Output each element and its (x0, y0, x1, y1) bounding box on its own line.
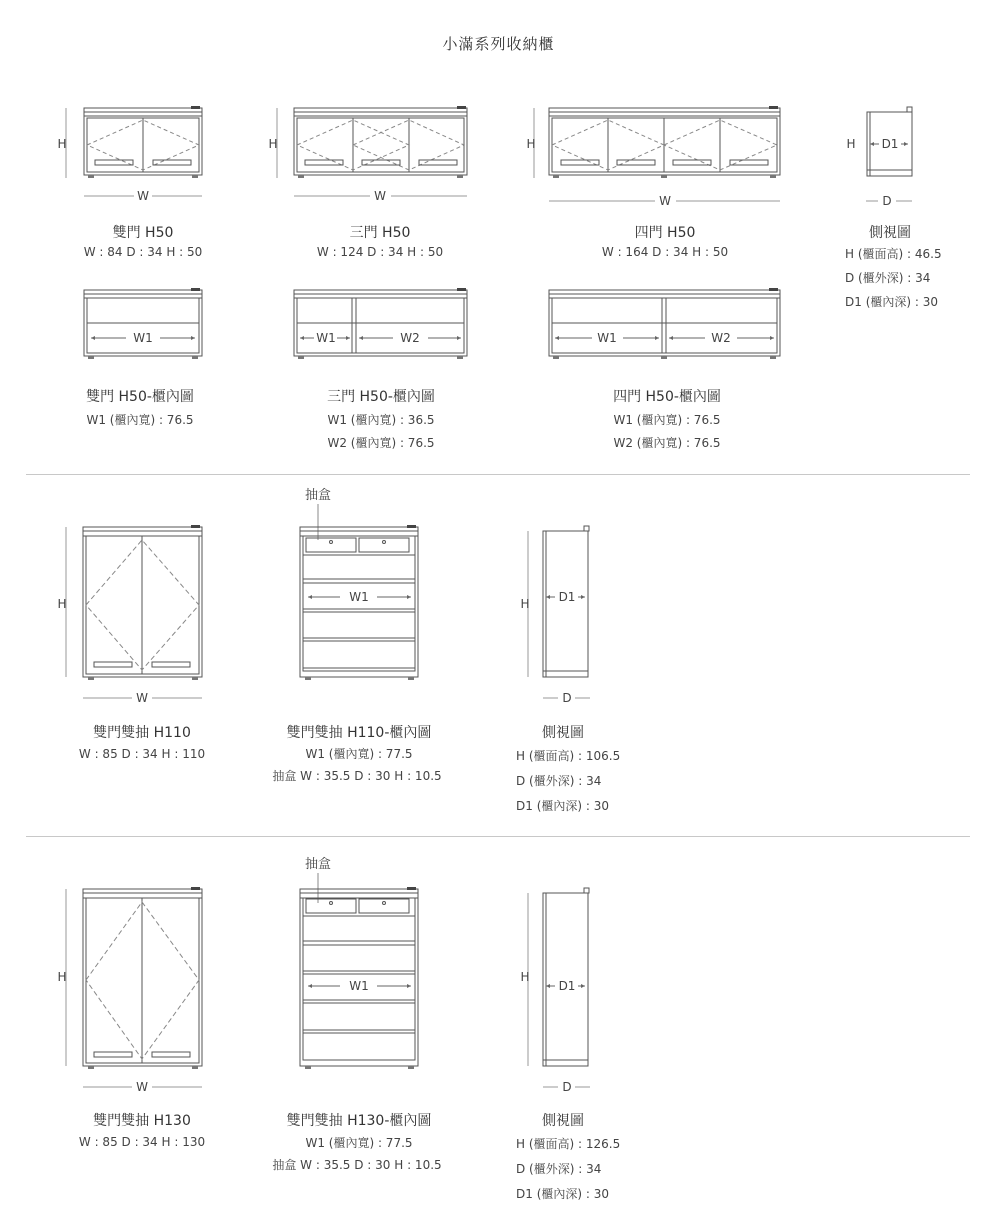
product-name: 三門 H50 (349, 225, 411, 241)
dim-w2: W2 (400, 331, 420, 345)
section-divider (26, 474, 970, 475)
product-spec: W2 (櫃內寬) : 76.5 (613, 436, 721, 450)
drawing-two-door-two-drawer-h130 (66, 887, 202, 1087)
product-spec: W : 84 D : 34 H : 50 (83, 245, 203, 259)
drawing-three-door-interior (294, 288, 467, 359)
dim-h: H (268, 137, 278, 151)
dim-w1: W1 (597, 331, 617, 345)
drawing-four-door-h50 (534, 106, 780, 201)
dim-d: D (562, 1080, 572, 1094)
product-name: 側視圖 (869, 225, 911, 241)
product-name: 雙門 H50-櫃內圖 (86, 389, 194, 405)
drawing-three-door-h50 (277, 106, 467, 196)
dim-d1: D1 (881, 137, 899, 151)
drawing-h110-side-view (528, 526, 590, 698)
product-spec: D1 (櫃內深) : 30 (516, 1187, 609, 1201)
product-spec: W : 85 D : 34 H : 110 (78, 747, 206, 761)
product-name: 雙門雙抽 H130 (93, 1113, 191, 1129)
dim-d: D (562, 691, 572, 705)
product-spec: H (櫃面高) : 106.5 (516, 749, 621, 763)
product-spec: D1 (櫃內深) : 30 (845, 295, 938, 309)
section-divider (26, 836, 970, 837)
dim-h: H (526, 137, 536, 151)
dim-w: W (659, 194, 671, 208)
product-name: 側視圖 (542, 725, 584, 741)
product-name: 三門 H50-櫃內圖 (327, 389, 435, 405)
product-name: 四門 H50-櫃內圖 (613, 389, 721, 405)
drawing-two-door-interior (84, 288, 202, 359)
dim-h: H (57, 597, 67, 611)
product-spec: H (櫃面高) : 46.5 (845, 247, 942, 261)
product-name: 雙門雙抽 H110 (93, 725, 191, 741)
dim-h: H (846, 137, 856, 151)
dimension-arrows (91, 142, 908, 988)
product-spec: W : 164 D : 34 H : 50 (601, 245, 729, 259)
product-spec: W : 85 D : 34 H : 130 (78, 1135, 206, 1149)
drawing-four-door-interior (549, 288, 780, 359)
dim-h: H (520, 970, 530, 984)
product-spec: W1 (櫃內寬) : 77.5 (305, 747, 413, 761)
product-spec: W1 (櫃內寬) : 76.5 (86, 413, 194, 427)
dim-h: H (57, 137, 67, 151)
dim-w1: W1 (316, 331, 336, 345)
product-name: 雙門雙抽 H110-櫃內圖 (286, 725, 432, 741)
product-spec: W1 (櫃內寬) : 76.5 (613, 413, 721, 427)
product-spec: 抽盒 W : 35.5 D : 30 H : 10.5 (272, 769, 442, 783)
dim-d1: D1 (558, 590, 576, 604)
dim-w: W (137, 189, 149, 203)
product-spec: W1 (櫃內寬) : 77.5 (305, 1136, 413, 1150)
drawing-two-door-two-drawer-h110 (66, 525, 202, 698)
drawing-two-door-h50 (66, 106, 202, 196)
product-spec: D (櫃外深) : 34 (516, 774, 602, 788)
drawer-box-label: 抽盒 (304, 488, 332, 503)
page-title: 小滿系列收納櫃 (442, 35, 555, 53)
dim-w: W (136, 1080, 148, 1094)
product-name: 側視圖 (542, 1113, 584, 1129)
product-spec: H (櫃面高) : 126.5 (516, 1137, 621, 1151)
product-spec: W2 (櫃內寬) : 76.5 (327, 436, 435, 450)
product-spec: W1 (櫃內寬) : 36.5 (327, 413, 435, 427)
dim-w: W (374, 189, 386, 203)
dim-w1: W1 (349, 590, 369, 604)
product-name: 雙門雙抽 H130-櫃內圖 (286, 1113, 432, 1129)
dim-w1: W1 (133, 331, 153, 345)
product-spec: D (櫃外深) : 34 (516, 1162, 602, 1176)
dimension-labels (57, 137, 898, 1094)
dim-d: D (882, 194, 892, 208)
drawing-side-view-h50 (866, 107, 912, 201)
product-name: 雙門 H50 (112, 225, 174, 241)
dim-w: W (136, 691, 148, 705)
dim-h: H (520, 597, 530, 611)
drawer-box-label: 抽盒 (304, 857, 332, 872)
product-name: 四門 H50 (634, 225, 696, 241)
product-spec: D1 (櫃內深) : 30 (516, 799, 609, 813)
product-spec: D (櫃外深) : 34 (845, 271, 931, 285)
drawing-h130-interior (300, 873, 418, 1069)
dim-w2: W2 (711, 331, 731, 345)
dim-h: H (57, 970, 67, 984)
dim-d1: D1 (558, 979, 576, 993)
product-spec: 抽盒 W : 35.5 D : 30 H : 10.5 (272, 1158, 442, 1172)
dim-w1: W1 (349, 979, 369, 993)
product-spec: W : 124 D : 34 H : 50 (316, 245, 444, 259)
